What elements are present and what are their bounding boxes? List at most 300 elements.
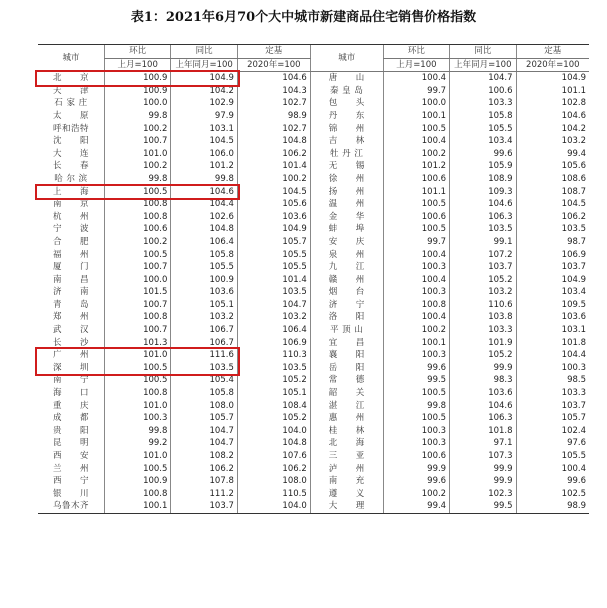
cell-yoy-right: 109.3 xyxy=(450,186,516,199)
cell-base-right: 104.4 xyxy=(516,349,589,362)
cell-mom-left: 100.1 xyxy=(104,500,170,513)
cell-mom-left: 100.7 xyxy=(104,299,170,312)
cell-yoy-right: 101.9 xyxy=(450,337,516,350)
cell-mom-right: 100.6 xyxy=(383,211,449,224)
cell-city-right: 烟 台 xyxy=(310,286,383,299)
cell-yoy-left: 104.2 xyxy=(171,85,237,98)
cell-mom-right: 100.4 xyxy=(383,311,449,324)
cell-base-left: 104.0 xyxy=(237,425,310,438)
cell-base-right: 103.7 xyxy=(516,400,589,413)
table-row xyxy=(38,425,589,438)
cell-mom-right: 100.6 xyxy=(383,173,449,186)
cell-yoy-right: 98.3 xyxy=(450,374,516,387)
cell-city-right: 泸 州 xyxy=(310,463,383,476)
cell-city-left: 福 州 xyxy=(52,249,89,260)
cell-city-left: 济 南 xyxy=(52,287,89,298)
cell-mom-left: 100.8 xyxy=(104,311,170,324)
cell-mom-left: 101.0 xyxy=(104,400,170,413)
cell-yoy-left: 107.8 xyxy=(171,475,237,488)
table-row xyxy=(38,311,589,324)
cell-mom-left: 100.3 xyxy=(104,412,170,425)
cell-base-left: 105.5 xyxy=(237,261,310,274)
cell-base-left: 102.7 xyxy=(237,123,310,136)
cell-base-right: 103.4 xyxy=(516,286,589,299)
cell-yoy-right: 104.6 xyxy=(450,400,516,413)
cell-mom-left: 100.0 xyxy=(104,274,170,287)
cell-mom-right: 100.4 xyxy=(383,72,449,85)
cell-mom-right: 100.5 xyxy=(383,198,449,211)
cell-city-left: 重 庆 xyxy=(52,400,89,411)
cell-yoy-left: 108.0 xyxy=(171,400,237,413)
cell-base-right: 99.4 xyxy=(516,148,589,161)
table-row xyxy=(38,450,589,463)
cell-yoy-left: 103.6 xyxy=(171,286,237,299)
cell-base-left: 105.1 xyxy=(237,387,310,400)
cell-city-right: 洛 阳 xyxy=(310,311,383,324)
cell-city-left: 杭 州 xyxy=(52,211,89,222)
cell-city-right: 泉 州 xyxy=(310,249,383,262)
cell-city-left: 上 海 xyxy=(52,186,89,197)
cell-yoy-right: 99.6 xyxy=(450,148,516,161)
cell-city-left: 大 连 xyxy=(52,148,89,159)
cell-mom-right: 100.3 xyxy=(383,425,449,438)
cell-mom-right: 100.3 xyxy=(383,286,449,299)
table-row xyxy=(38,387,589,400)
cell-city-right: 湛 江 xyxy=(310,400,383,413)
cell-city-right: 宜 昌 xyxy=(310,337,383,350)
cell-base-right: 99.6 xyxy=(516,475,589,488)
cell-base-right: 104.9 xyxy=(516,72,589,85)
cell-city-left: 成 都 xyxy=(52,413,89,424)
cell-city-right: 大 理 xyxy=(310,500,383,513)
table-row xyxy=(38,324,589,337)
cell-yoy-right: 99.9 xyxy=(450,463,516,476)
cell-city-left: 西 宁 xyxy=(52,476,89,487)
table-row xyxy=(38,463,589,476)
cell-city-left: 银 川 xyxy=(52,488,89,499)
header-base-right: 定基 xyxy=(516,45,589,59)
price-index-table xyxy=(38,44,589,514)
cell-base-left: 105.2 xyxy=(237,374,310,387)
cell-yoy-left: 108.2 xyxy=(171,450,237,463)
cell-base-right: 108.6 xyxy=(516,173,589,186)
table-row xyxy=(38,97,589,110)
cell-city-left: 兰 州 xyxy=(52,463,89,474)
cell-base-right: 103.3 xyxy=(516,387,589,400)
cell-yoy-left: 104.7 xyxy=(171,437,237,450)
header-city-right: 城市 xyxy=(310,45,383,72)
cell-yoy-right: 103.3 xyxy=(450,97,516,110)
cell-yoy-left: 103.7 xyxy=(171,500,237,513)
cell-base-right: 104.9 xyxy=(516,274,589,287)
highlight-box xyxy=(35,184,240,201)
cell-yoy-right: 103.4 xyxy=(450,135,516,148)
cell-mom-left: 100.5 xyxy=(104,463,170,476)
cell-base-left: 106.4 xyxy=(237,324,310,337)
cell-yoy-right: 99.5 xyxy=(450,500,516,513)
cell-yoy-left: 111.2 xyxy=(171,488,237,501)
cell-city-left: 青 岛 xyxy=(52,299,89,310)
cell-yoy-left: 106.0 xyxy=(171,148,237,161)
cell-mom-right: 99.5 xyxy=(383,374,449,387)
cell-city-right: 金 华 xyxy=(310,211,383,224)
cell-city-left: 贵 阳 xyxy=(52,425,89,436)
cell-city-left: 武 汉 xyxy=(52,325,89,336)
cell-mom-left: 100.8 xyxy=(104,211,170,224)
cell-city-left: 宁 波 xyxy=(52,224,89,235)
cell-city-left: 南 京 xyxy=(52,199,89,210)
cell-city-left: 沈 阳 xyxy=(52,136,89,147)
cell-mom-left: 100.7 xyxy=(104,135,170,148)
cell-mom-left: 100.8 xyxy=(104,198,170,211)
cell-mom-left: 100.5 xyxy=(104,362,170,375)
subheader-base-left: 2020年=100 xyxy=(237,58,310,72)
cell-city-right: 桂 林 xyxy=(310,425,383,438)
cell-base-left: 104.6 xyxy=(237,72,310,85)
cell-mom-right: 100.2 xyxy=(383,324,449,337)
cell-base-left: 106.2 xyxy=(237,463,310,476)
cell-city-right: 平 顶 山 xyxy=(310,324,383,337)
cell-base-left: 104.8 xyxy=(237,135,310,148)
cell-base-left: 100.2 xyxy=(237,173,310,186)
cell-mom-right: 100.3 xyxy=(383,261,449,274)
cell-base-right: 103.6 xyxy=(516,311,589,324)
table-row xyxy=(38,223,589,236)
header-mom-left: 环比 xyxy=(104,45,170,59)
cell-mom-left: 101.0 xyxy=(104,450,170,463)
cell-mom-left: 99.8 xyxy=(104,425,170,438)
cell-yoy-right: 100.6 xyxy=(450,85,516,98)
header-yoy-right: 同比 xyxy=(450,45,516,59)
cell-base-left: 103.2 xyxy=(237,311,310,324)
cell-mom-left: 99.8 xyxy=(104,173,170,186)
cell-yoy-right: 105.9 xyxy=(450,160,516,173)
cell-yoy-right: 105.2 xyxy=(450,349,516,362)
cell-yoy-left: 104.6 xyxy=(171,186,237,199)
cell-yoy-left: 105.5 xyxy=(171,261,237,274)
cell-base-right: 100.3 xyxy=(516,362,589,375)
cell-base-left: 98.9 xyxy=(237,110,310,123)
cell-base-right: 103.2 xyxy=(516,135,589,148)
cell-city-left: 乌鲁木齐 xyxy=(38,500,104,513)
cell-yoy-left: 105.8 xyxy=(171,387,237,400)
highlight-box xyxy=(35,347,240,376)
cell-mom-left: 99.8 xyxy=(104,110,170,123)
table-row xyxy=(38,286,589,299)
cell-city-right: 吉 林 xyxy=(310,135,383,148)
table-row xyxy=(38,123,589,136)
cell-city-left: 广 州 xyxy=(52,350,89,361)
cell-yoy-right: 103.6 xyxy=(450,387,516,400)
subheader-yoy-right: 上年同月=100 xyxy=(450,58,516,72)
cell-city-right: 惠 州 xyxy=(310,412,383,425)
cell-yoy-right: 99.9 xyxy=(450,362,516,375)
cell-mom-right: 101.2 xyxy=(383,160,449,173)
cell-yoy-left: 102.6 xyxy=(171,211,237,224)
cell-yoy-left: 104.7 xyxy=(171,425,237,438)
cell-mom-right: 100.0 xyxy=(383,97,449,110)
cell-base-left: 104.0 xyxy=(237,500,310,513)
cell-base-right: 105.5 xyxy=(516,450,589,463)
cell-yoy-right: 101.8 xyxy=(450,425,516,438)
table-row xyxy=(38,236,589,249)
cell-yoy-left: 103.5 xyxy=(171,362,237,375)
cell-mom-right: 100.8 xyxy=(383,299,449,312)
header-city-left: 城市 xyxy=(38,45,104,72)
cell-base-left: 103.6 xyxy=(237,211,310,224)
cell-base-right: 100.4 xyxy=(516,463,589,476)
cell-mom-left: 100.5 xyxy=(104,186,170,199)
cell-yoy-right: 97.1 xyxy=(450,437,516,450)
cell-mom-left: 100.8 xyxy=(104,387,170,400)
cell-base-left: 105.2 xyxy=(237,412,310,425)
cell-base-left: 105.5 xyxy=(237,249,310,262)
cell-city-left: 南 昌 xyxy=(52,274,89,285)
cell-base-right: 98.7 xyxy=(516,236,589,249)
cell-yoy-left: 105.4 xyxy=(171,374,237,387)
cell-base-right: 101.1 xyxy=(516,85,589,98)
cell-city-left: 天 津 xyxy=(52,85,89,96)
cell-mom-right: 99.9 xyxy=(383,463,449,476)
cell-city-right: 赣 州 xyxy=(310,274,383,287)
cell-base-left: 104.8 xyxy=(237,437,310,450)
table-row xyxy=(38,412,589,425)
cell-yoy-right: 103.7 xyxy=(450,261,516,274)
cell-city-right: 温 州 xyxy=(310,198,383,211)
cell-yoy-left: 106.2 xyxy=(171,463,237,476)
table-row xyxy=(38,475,589,488)
table-row xyxy=(38,148,589,161)
cell-yoy-left: 100.9 xyxy=(171,274,237,287)
table-row xyxy=(38,500,589,513)
cell-city-right: 丹 东 xyxy=(310,110,383,123)
cell-base-right: 104.6 xyxy=(516,110,589,123)
cell-city-right: 常 德 xyxy=(310,374,383,387)
cell-city-left: 西 安 xyxy=(52,451,89,461)
cell-city-right: 岳 阳 xyxy=(310,362,383,375)
cell-city-right: 牡 丹 江 xyxy=(310,148,383,161)
cell-mom-right: 100.2 xyxy=(383,488,449,501)
cell-base-left: 110.3 xyxy=(237,349,310,362)
cell-city-right: 北 海 xyxy=(310,437,383,450)
cell-base-left: 103.5 xyxy=(237,286,310,299)
cell-yoy-left: 105.7 xyxy=(171,412,237,425)
cell-mom-right: 99.8 xyxy=(383,400,449,413)
cell-yoy-right: 103.5 xyxy=(450,223,516,236)
subheader-mom-right: 上月=100 xyxy=(383,58,449,72)
cell-mom-left: 100.5 xyxy=(104,249,170,262)
cell-city-right: 秦 皇 岛 xyxy=(310,85,383,98)
cell-mom-left: 101.0 xyxy=(104,148,170,161)
cell-city-right: 韶 关 xyxy=(310,387,383,400)
cell-base-right: 102.5 xyxy=(516,488,589,501)
cell-mom-left: 100.7 xyxy=(104,324,170,337)
cell-yoy-right: 105.5 xyxy=(450,123,516,136)
table-row xyxy=(38,488,589,501)
cell-yoy-left: 99.8 xyxy=(171,173,237,186)
cell-city-left: 北 京 xyxy=(52,73,89,84)
cell-city-right: 唐 山 xyxy=(310,72,383,85)
cell-mom-right: 99.6 xyxy=(383,475,449,488)
cell-yoy-right: 103.8 xyxy=(450,311,516,324)
cell-base-right: 105.7 xyxy=(516,412,589,425)
cell-city-left: 昆 明 xyxy=(52,438,89,449)
cell-city-left: 长 春 xyxy=(52,161,89,172)
cell-base-right: 103.1 xyxy=(516,324,589,337)
cell-yoy-left: 104.5 xyxy=(171,135,237,148)
cell-yoy-right: 105.2 xyxy=(450,274,516,287)
cell-city-left: 海 口 xyxy=(52,388,89,399)
cell-yoy-left: 111.6 xyxy=(171,349,237,362)
cell-mom-right: 99.6 xyxy=(383,362,449,375)
cell-city-right: 扬 州 xyxy=(310,186,383,199)
cell-base-right: 106.2 xyxy=(516,211,589,224)
cell-city-right: 九 江 xyxy=(310,261,383,274)
cell-yoy-left: 102.9 xyxy=(171,97,237,110)
subheader-base-right: 2020年=100 xyxy=(516,58,589,72)
cell-city-right: 三 亚 xyxy=(310,450,383,463)
cell-yoy-right: 107.2 xyxy=(450,249,516,262)
cell-base-right: 103.5 xyxy=(516,223,589,236)
cell-mom-left: 100.2 xyxy=(104,160,170,173)
cell-base-right: 104.2 xyxy=(516,123,589,136)
cell-yoy-right: 106.3 xyxy=(450,412,516,425)
cell-mom-left: 100.5 xyxy=(104,374,170,387)
cell-mom-left: 101.0 xyxy=(104,349,170,362)
cell-yoy-left: 101.2 xyxy=(171,160,237,173)
cell-mom-right: 99.7 xyxy=(383,236,449,249)
cell-yoy-left: 104.4 xyxy=(171,198,237,211)
cell-city-right: 济 宁 xyxy=(310,299,383,312)
cell-city-left: 长 沙 xyxy=(52,337,89,348)
cell-city-left: 厦 门 xyxy=(52,262,89,273)
cell-mom-right: 100.6 xyxy=(383,450,449,463)
cell-mom-left: 100.9 xyxy=(104,475,170,488)
table-row xyxy=(38,299,589,312)
cell-city-left: 合 肥 xyxy=(52,236,89,247)
cell-base-right: 98.9 xyxy=(516,500,589,513)
cell-mom-right: 100.2 xyxy=(383,148,449,161)
cell-yoy-left: 106.4 xyxy=(171,236,237,249)
cell-yoy-left: 104.8 xyxy=(171,223,237,236)
cell-mom-left: 100.9 xyxy=(104,72,170,85)
cell-mom-left: 100.9 xyxy=(104,85,170,98)
cell-base-left: 104.9 xyxy=(237,223,310,236)
cell-mom-right: 101.1 xyxy=(383,186,449,199)
cell-mom-right: 100.5 xyxy=(383,123,449,136)
cell-yoy-left: 106.7 xyxy=(171,324,237,337)
cell-yoy-right: 99.9 xyxy=(450,475,516,488)
cell-base-left: 110.5 xyxy=(237,488,310,501)
cell-yoy-left: 105.1 xyxy=(171,299,237,312)
cell-base-right: 103.7 xyxy=(516,261,589,274)
cell-mom-right: 100.1 xyxy=(383,110,449,123)
cell-base-right: 101.8 xyxy=(516,337,589,350)
cell-city-left: 深 圳 xyxy=(52,362,89,373)
cell-base-right: 108.7 xyxy=(516,186,589,199)
cell-city-right: 徐 州 xyxy=(310,173,383,186)
cell-yoy-right: 99.1 xyxy=(450,236,516,249)
cell-yoy-right: 104.7 xyxy=(450,72,516,85)
cell-city-right: 襄 阳 xyxy=(310,349,383,362)
cell-city-right: 安 庆 xyxy=(310,236,383,249)
cell-base-left: 104.3 xyxy=(237,85,310,98)
cell-mom-right: 100.5 xyxy=(383,223,449,236)
cell-yoy-left: 104.9 xyxy=(171,72,237,85)
cell-yoy-left: 106.7 xyxy=(171,337,237,350)
cell-mom-left: 100.8 xyxy=(104,488,170,501)
cell-base-left: 108.4 xyxy=(237,400,310,413)
cell-mom-right: 100.3 xyxy=(383,349,449,362)
cell-city-right: 包 头 xyxy=(310,97,383,110)
cell-mom-right: 100.1 xyxy=(383,337,449,350)
cell-base-right: 109.5 xyxy=(516,299,589,312)
cell-yoy-right: 105.8 xyxy=(450,110,516,123)
cell-mom-right: 99.4 xyxy=(383,500,449,513)
cell-yoy-left: 103.2 xyxy=(171,311,237,324)
cell-base-left: 104.7 xyxy=(237,299,310,312)
table-body xyxy=(38,72,589,514)
cell-city-left: 哈 尔 滨 xyxy=(54,173,88,184)
cell-mom-left: 101.3 xyxy=(104,337,170,350)
header-mom-right: 环比 xyxy=(383,45,449,59)
cell-base-right: 104.5 xyxy=(516,198,589,211)
header-base-left: 定基 xyxy=(237,45,310,59)
cell-base-left: 101.4 xyxy=(237,274,310,287)
cell-city-left: 南 宁 xyxy=(52,375,89,386)
cell-city-left: 呼和浩特 xyxy=(52,123,89,134)
cell-city-left: 太 原 xyxy=(52,110,89,121)
cell-base-left: 104.5 xyxy=(237,186,310,199)
table-row xyxy=(38,437,589,450)
cell-mom-left: 100.6 xyxy=(104,223,170,236)
cell-base-right: 106.9 xyxy=(516,249,589,262)
cell-base-right: 105.6 xyxy=(516,160,589,173)
table-row xyxy=(38,249,589,262)
cell-mom-left: 99.2 xyxy=(104,437,170,450)
header-yoy-left: 同比 xyxy=(171,45,237,59)
cell-mom-right: 100.4 xyxy=(383,249,449,262)
cell-yoy-right: 108.9 xyxy=(450,173,516,186)
cell-mom-left: 100.0 xyxy=(104,97,170,110)
cell-city-right: 遵 义 xyxy=(310,488,383,501)
cell-city-right: 蚌 埠 xyxy=(310,223,383,236)
table-row xyxy=(38,211,589,224)
cell-base-left: 105.7 xyxy=(237,236,310,249)
subheader-mom-left: 上月=100 xyxy=(104,58,170,72)
cell-mom-left: 101.5 xyxy=(104,286,170,299)
cell-yoy-right: 103.3 xyxy=(450,324,516,337)
cell-city-left: 石 家 庄 xyxy=(54,98,88,109)
cell-base-left: 108.0 xyxy=(237,475,310,488)
cell-base-right: 98.5 xyxy=(516,374,589,387)
cell-yoy-right: 104.6 xyxy=(450,198,516,211)
cell-yoy-right: 110.6 xyxy=(450,299,516,312)
cell-yoy-left: 97.9 xyxy=(171,110,237,123)
table-row xyxy=(38,135,589,148)
cell-yoy-left: 103.1 xyxy=(171,123,237,136)
cell-city-left: 郑 州 xyxy=(52,312,89,323)
cell-mom-left: 100.2 xyxy=(104,236,170,249)
cell-mom-right: 100.5 xyxy=(383,412,449,425)
cell-city-right: 无 锡 xyxy=(310,160,383,173)
table-row xyxy=(38,261,589,274)
cell-yoy-right: 103.2 xyxy=(450,286,516,299)
cell-mom-left: 100.2 xyxy=(104,123,170,136)
cell-base-right: 97.6 xyxy=(516,437,589,450)
subheader-yoy-left: 上年同月=100 xyxy=(171,58,237,72)
cell-base-left: 107.6 xyxy=(237,450,310,463)
